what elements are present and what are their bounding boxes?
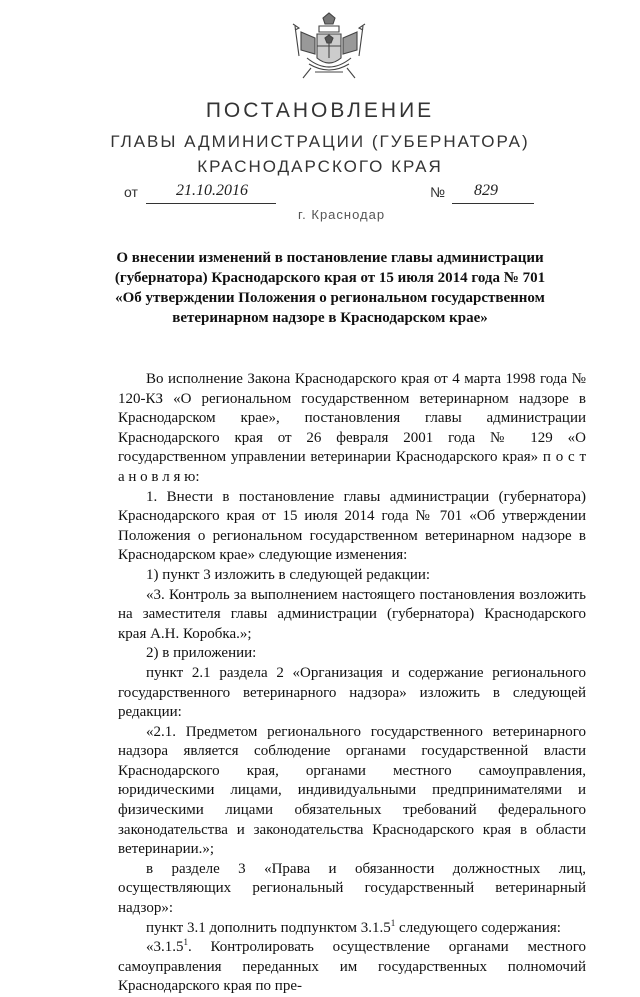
document-type-heading: ПОСТАНОВЛЕНИЕ [205,99,435,122]
coat-of-arms-emblem [289,12,369,84]
issuer-heading: ГЛАВЫ АДМИНИСТРАЦИИ (ГУБЕРНАТОРА) [110,132,530,151]
paragraph-section-3: в разделе 3 «Права и обязанности должностных лиц, осуществляющих региональный государственный ветеринарный надзор»: [118,860,586,917]
number-underline [452,203,534,204]
paragraph-subitem-2: 2) в приложении: [146,645,257,662]
city-label: г. Краснодар [298,207,386,222]
paragraph-quote-3: «3. Контроль за выполнением настоящего постановления возложить на заместителя главы администрации (губернатора) Краснодарского края А.Н. Коробка.»; [118,586,586,642]
document-body [118,370,586,997]
paragraph-subitem-1: 1) пункт 3 изложить в следующей редакции: [146,566,431,583]
paragraph-preamble: Во исполнение Закона Краснодарского края от 4 марта 1998 года № 120-КЗ «О региональном государственном ветеринарном надзоре в Краснодарском крае», постановления главы администрации Краснодарского края от 26 февраля 2001 года № 129 «О государственном управлении ветеринарии Краснодарского края» п о с т а н о в л я ю: [118,371,586,485]
paragraph-quote-3-1-5: «3.1.5$^1$. Контролировать осуществление органами местного самоуправления переданных им государственных полномочий Краснодарского края по пре- [118,937,586,995]
paragraph-point-3-1: пункт 3.1 дополнить подпунктом 3.1.5$^1$ следующего содержания: [146,917,561,936]
paragraph-item-1: 1. Внести в постановление главы администрации (губернатора) Краснодарского края от 15 июля 2014 года № 701 «Об утверждении Положения о региональном государственном ветеринарном надзоре в Краснодарском крае» следующие изменения: [118,488,586,564]
date-value: 21.10.2016 [176,182,248,199]
paragraph-quote-2-1: «2.1. Предметом регионального государственного ветеринарного надзора является соблюдение органами государственной власти Краснодарского края, органами местного самоуправления, юридическими лицами, индивидуальными предпринимателями и физическими лицами обязательных требований федерального законодательства и законодательства Краснодарского края в области ветеринарии.»; [118,723,586,858]
document-title: О внесении изменений в постановление главы администрации (губернатора) Краснодарского края от 15 июля 2014 года № 701 «Об утверждении Положения о региональном государственном ветеринарном надзоре в Краснодарском крае» [114,250,546,326]
number-value: 829 [474,182,498,199]
region-heading: КРАСНОДАРСКОГО КРАЯ [197,157,443,176]
date-underline [146,203,276,204]
number-label: № [430,184,446,200]
date-label: от [124,184,138,200]
paragraph-point-2-1: пункт 2.1 раздела 2 «Организация и содержание регионального государственного ветеринарного надзора» изложить в следующей редакции: [118,664,586,721]
